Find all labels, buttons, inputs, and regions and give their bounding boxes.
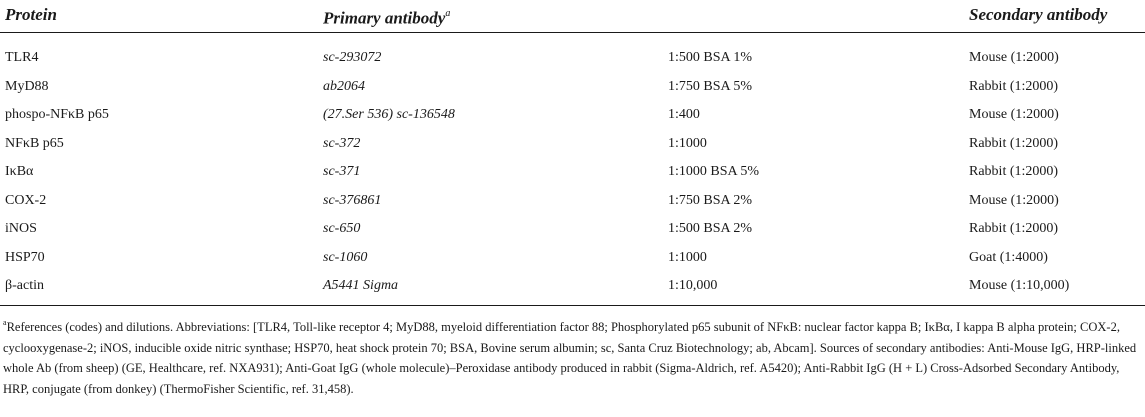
cell-protein: MyD88 <box>5 78 49 94</box>
cell-protein: IκBα <box>5 164 34 179</box>
header-primary-antibody-label: Primary antibody <box>323 8 446 28</box>
cell-dilution: 1:10,000 <box>668 278 718 293</box>
footnote-marker: a <box>3 318 7 327</box>
cell-dilution: 1:500 BSA 1% <box>668 50 753 65</box>
cell-primary-antibody: sc-376861 <box>323 192 382 208</box>
cell-secondary-antibody: Rabbit (1:2000) <box>969 135 1059 151</box>
cell-primary-antibody: A5441 Sigma <box>323 278 399 293</box>
cell-secondary-antibody: Mouse (1:2000) <box>969 192 1059 208</box>
table-row <box>0 77 1145 106</box>
cell-dilution: 1:500 BSA 2% <box>668 221 753 236</box>
table-footnote <box>3 314 1138 399</box>
table-row <box>0 162 1145 191</box>
cell-antibody-prefix: (27.Ser 536) <box>323 107 393 122</box>
header-secondary-antibody: Secondary antibody <box>969 5 1108 24</box>
cell-secondary-antibody: Mouse (1:10,000) <box>969 278 1070 293</box>
table-body <box>0 33 1145 305</box>
cell-secondary-antibody: Goat (1:4000) <box>969 249 1048 265</box>
cell-secondary-antibody: Rabbit (1:2000) <box>969 164 1059 179</box>
cell-secondary-antibody: Mouse (1:2000) <box>969 50 1059 65</box>
cell-dilution: 1:750 BSA 5% <box>668 78 753 94</box>
cell-protein: HSP70 <box>5 249 45 265</box>
table-row <box>0 219 1145 248</box>
table-header <box>0 0 1145 33</box>
cell-primary-antibody <box>323 105 455 125</box>
header-footnote-marker: a <box>445 8 451 19</box>
cell-protein: phospo-NFκB p65 <box>5 107 109 122</box>
cell-protein: NFκB p65 <box>5 135 64 151</box>
cell-primary-antibody: sc-371 <box>323 164 361 179</box>
cell-primary-antibody: sc-372 <box>323 135 361 151</box>
cell-dilution: 1:1000 <box>668 135 707 151</box>
cell-secondary-antibody: Rabbit (1:2000) <box>969 78 1059 94</box>
table-row <box>0 105 1145 134</box>
table-row <box>0 48 1145 77</box>
table-row <box>0 134 1145 163</box>
header-protein: Protein <box>5 5 57 24</box>
table-bottom-rule <box>0 305 1145 306</box>
cell-dilution: 1:400 <box>668 107 700 122</box>
cell-primary-antibody: sc-650 <box>323 221 361 236</box>
cell-dilution: 1:1000 BSA 5% <box>668 164 760 179</box>
table-row <box>0 248 1145 277</box>
cell-primary-antibody: sc-293072 <box>323 50 382 65</box>
cell-antibody-code: sc-136548 <box>396 107 455 122</box>
cell-protein: iNOS <box>5 221 37 236</box>
cell-protein: β-actin <box>5 278 44 293</box>
cell-protein: TLR4 <box>5 50 39 65</box>
cell-dilution: 1:1000 <box>668 249 707 265</box>
cell-secondary-antibody: Rabbit (1:2000) <box>969 221 1059 236</box>
cell-primary-antibody: ab2064 <box>323 78 365 94</box>
footnote-text: References (codes) and dilutions. Abbreviations: [TLR4, Toll-like receptor 4; MyD88, myeloid differentiation factor 88; Phosphorylated p65 subunit of NFκB: nuclear factor kappa B; IκBα, I kappa B alpha protein; COX-2, cyclooxygenase-2; iNOS, inducible oxide nitric synthase; HSP70, heat shock protein 70; BSA, Bovine serum albumin; sc, Santa Cruz Biotechnology; ab, Abcam]. Sources of secondary antibodies: Anti-Mouse IgG, HRP-linked whole Ab (from sheep) (GE, Healthcare, ref. NXA931); Anti-Goat IgG (whole molecule)–Peroxidase antibody produced in rabbit (Sigma-Aldrich, ref. A5420); Anti-Rabbit IgG (H + L) Cross-Adsorbed Secondary Antibody, HRP, conjugate (from donkey) (ThermoFisher Scientific, ref. 31,458). <box>3 320 1137 396</box>
table-row <box>0 276 1145 305</box>
cell-primary-antibody: sc-1060 <box>323 249 368 265</box>
cell-protein: COX-2 <box>5 192 47 208</box>
cell-secondary-antibody: Mouse (1:2000) <box>969 107 1059 122</box>
table-row <box>0 191 1145 220</box>
cell-dilution: 1:750 BSA 2% <box>668 192 753 208</box>
header-primary-antibody <box>323 0 450 32</box>
